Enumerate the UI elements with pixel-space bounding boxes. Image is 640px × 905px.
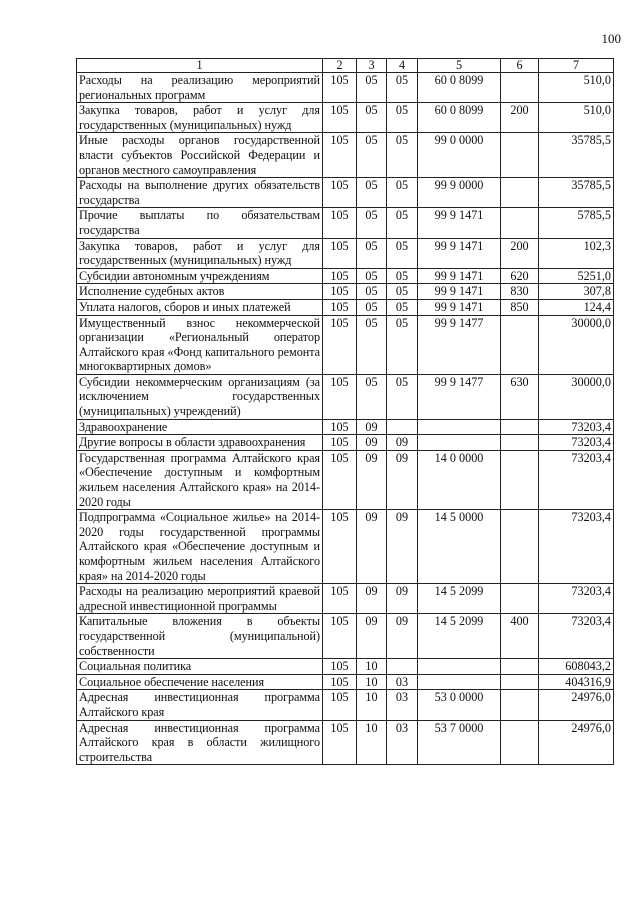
target-article-cell: 14 5 2099 <box>418 614 501 659</box>
header-cell: 5 <box>418 59 501 73</box>
expense-name-cell: Иные расходы органов государственной власти субъектов Российской Федерации и органов местного самоуправления <box>77 133 323 178</box>
section-cell: 05 <box>357 374 387 419</box>
expense-type-cell: 200 <box>501 238 539 268</box>
subsection-cell: 05 <box>387 299 418 315</box>
target-article-cell: 99 9 1471 <box>418 268 501 284</box>
subsection-cell: 05 <box>387 133 418 178</box>
expense-name-cell: Социальное обеспечение населения <box>77 674 323 690</box>
amount-cell: 73203,4 <box>539 584 614 614</box>
amount-cell: 510,0 <box>539 73 614 103</box>
section-cell: 09 <box>357 584 387 614</box>
table-row <box>77 450 614 509</box>
amount-cell: 73203,4 <box>539 450 614 509</box>
header-cell: 7 <box>539 59 614 73</box>
table-row <box>77 284 614 300</box>
subsection-cell: 05 <box>387 315 418 374</box>
section-cell: 05 <box>357 238 387 268</box>
expense-name-cell: Уплата налогов, сборов и иных платежей <box>77 299 323 315</box>
section-cell: 09 <box>357 435 387 451</box>
table-row <box>77 435 614 451</box>
target-article-cell: 99 9 1471 <box>418 284 501 300</box>
section-cell: 10 <box>357 690 387 720</box>
table-row <box>77 659 614 675</box>
table-row <box>77 238 614 268</box>
subsection-cell: 09 <box>387 584 418 614</box>
section-cell: 10 <box>357 674 387 690</box>
section-cell: 05 <box>357 73 387 103</box>
target-article-cell: 99 9 1471 <box>418 299 501 315</box>
section-cell: 05 <box>357 268 387 284</box>
table-row <box>77 510 614 584</box>
expense-name-cell: Расходы на реализацию мероприятий краевой адресной инвестиционной программы <box>77 584 323 614</box>
subsection-cell: 03 <box>387 674 418 690</box>
amount-cell: 73203,4 <box>539 435 614 451</box>
expense-type-cell <box>501 690 539 720</box>
table-header <box>77 59 614 73</box>
table-row <box>77 720 614 765</box>
expense-name-cell: Исполнение судебных актов <box>77 284 323 300</box>
header-cell: 3 <box>357 59 387 73</box>
target-article-cell: 99 9 1477 <box>418 315 501 374</box>
code-cell: 105 <box>323 315 357 374</box>
expense-name-cell: Социальная политика <box>77 659 323 675</box>
header-cell: 6 <box>501 59 539 73</box>
expense-name-cell: Государственная программа Алтайского края «Обеспечение доступным и комфортным жильем населения Алтайского края» на 2014-2020 годы <box>77 450 323 509</box>
expense-name-cell: Закупка товаров, работ и услуг для государственных (муниципальных) нужд <box>77 103 323 133</box>
table-row <box>77 133 614 178</box>
code-cell: 105 <box>323 674 357 690</box>
section-cell: 09 <box>357 450 387 509</box>
page-number: 100 <box>601 31 621 46</box>
table-row <box>77 419 614 435</box>
target-article-cell <box>418 435 501 451</box>
expense-name-cell: Здравоохранение <box>77 419 323 435</box>
section-cell: 09 <box>357 510 387 584</box>
section-cell: 10 <box>357 720 387 765</box>
target-article-cell: 99 9 1471 <box>418 208 501 238</box>
expense-type-cell <box>501 674 539 690</box>
target-article-cell: 53 0 0000 <box>418 690 501 720</box>
target-article-cell: 99 9 1471 <box>418 238 501 268</box>
expense-type-cell <box>501 584 539 614</box>
expense-name-cell: Имущественный взнос некоммерческой организации «Региональный оператор Алтайского края «Фонд капитального ремонта многоквартирных домов» <box>77 315 323 374</box>
expense-name-cell: Расходы на выполнение других обязательств государства <box>77 178 323 208</box>
code-cell: 105 <box>323 614 357 659</box>
expense-type-cell <box>501 133 539 178</box>
table-body <box>77 73 614 765</box>
amount-cell: 5251,0 <box>539 268 614 284</box>
target-article-cell: 14 5 2099 <box>418 584 501 614</box>
section-cell: 05 <box>357 103 387 133</box>
code-cell: 105 <box>323 208 357 238</box>
subsection-cell: 09 <box>387 614 418 659</box>
amount-cell: 24976,0 <box>539 720 614 765</box>
amount-cell: 73203,4 <box>539 614 614 659</box>
expense-name-cell: Закупка товаров, работ и услуг для государственных (муниципальных) нужд <box>77 238 323 268</box>
expense-type-cell <box>501 450 539 509</box>
code-cell: 105 <box>323 510 357 584</box>
expense-type-cell: 830 <box>501 284 539 300</box>
expense-type-cell: 630 <box>501 374 539 419</box>
code-cell: 105 <box>323 659 357 675</box>
expense-type-cell <box>501 659 539 675</box>
amount-cell: 30000,0 <box>539 315 614 374</box>
table-row <box>77 73 614 103</box>
table-row <box>77 268 614 284</box>
target-article-cell: 53 7 0000 <box>418 720 501 765</box>
target-article-cell: 14 5 0000 <box>418 510 501 584</box>
code-cell: 105 <box>323 690 357 720</box>
subsection-cell: 09 <box>387 435 418 451</box>
table-row <box>77 584 614 614</box>
expense-name-cell: Расходы на реализацию мероприятий региональных программ <box>77 73 323 103</box>
expense-type-cell: 200 <box>501 103 539 133</box>
subsection-cell <box>387 419 418 435</box>
amount-cell: 73203,4 <box>539 419 614 435</box>
amount-cell: 404316,9 <box>539 674 614 690</box>
code-cell: 105 <box>323 450 357 509</box>
code-cell: 105 <box>323 435 357 451</box>
expense-type-cell <box>501 720 539 765</box>
expense-name-cell: Капитальные вложения в объекты государственной (муниципальной) собственности <box>77 614 323 659</box>
table-row <box>77 690 614 720</box>
header-cell: 2 <box>323 59 357 73</box>
table-row <box>77 374 614 419</box>
section-cell: 05 <box>357 178 387 208</box>
target-article-cell: 14 0 0000 <box>418 450 501 509</box>
section-cell: 09 <box>357 419 387 435</box>
expense-name-cell: Прочие выплаты по обязательствам государства <box>77 208 323 238</box>
target-article-cell <box>418 419 501 435</box>
table-row <box>77 315 614 374</box>
expense-name-cell: Адресная инвестиционная программа Алтайского края в области жилищного строительства <box>77 720 323 765</box>
expense-name-cell: Подпрограмма «Социальное жилье» на 2014-2020 годы государственной программы Алтайского края «Обеспечение доступным и комфортным жильем населения Алтайского края» на 2014-2020 годы <box>77 510 323 584</box>
section-cell: 05 <box>357 284 387 300</box>
header-cell: 4 <box>387 59 418 73</box>
budget-table <box>76 58 614 765</box>
code-cell: 105 <box>323 284 357 300</box>
subsection-cell <box>387 659 418 675</box>
target-article-cell: 99 9 0000 <box>418 178 501 208</box>
subsection-cell: 03 <box>387 720 418 765</box>
amount-cell: 124,4 <box>539 299 614 315</box>
expense-type-cell <box>501 510 539 584</box>
amount-cell: 102,3 <box>539 238 614 268</box>
expense-type-cell <box>501 435 539 451</box>
expense-name-cell: Адресная инвестиционная программа Алтайского края <box>77 690 323 720</box>
section-cell: 05 <box>357 315 387 374</box>
code-cell: 105 <box>323 374 357 419</box>
target-article-cell: 99 0 0000 <box>418 133 501 178</box>
code-cell: 105 <box>323 73 357 103</box>
expense-type-cell <box>501 73 539 103</box>
target-article-cell <box>418 659 501 675</box>
section-cell: 05 <box>357 299 387 315</box>
amount-cell: 5785,5 <box>539 208 614 238</box>
expense-type-cell <box>501 419 539 435</box>
code-cell: 105 <box>323 238 357 268</box>
target-article-cell: 60 0 8099 <box>418 103 501 133</box>
expense-type-cell <box>501 315 539 374</box>
subsection-cell: 05 <box>387 268 418 284</box>
subsection-cell: 05 <box>387 178 418 208</box>
code-cell: 105 <box>323 268 357 284</box>
section-cell: 09 <box>357 614 387 659</box>
expense-type-cell <box>501 208 539 238</box>
amount-cell: 73203,4 <box>539 510 614 584</box>
subsection-cell: 05 <box>387 238 418 268</box>
subsection-cell: 05 <box>387 284 418 300</box>
code-cell: 105 <box>323 299 357 315</box>
amount-cell: 510,0 <box>539 103 614 133</box>
expense-type-cell <box>501 178 539 208</box>
amount-cell: 35785,5 <box>539 133 614 178</box>
expense-type-cell: 620 <box>501 268 539 284</box>
table-row <box>77 674 614 690</box>
table-row <box>77 178 614 208</box>
amount-cell: 307,8 <box>539 284 614 300</box>
header-row <box>77 59 614 73</box>
target-article-cell: 60 0 8099 <box>418 73 501 103</box>
amount-cell: 24976,0 <box>539 690 614 720</box>
subsection-cell: 05 <box>387 73 418 103</box>
amount-cell: 35785,5 <box>539 178 614 208</box>
table-row <box>77 614 614 659</box>
expense-type-cell: 850 <box>501 299 539 315</box>
header-cell: 1 <box>77 59 323 73</box>
table-row <box>77 103 614 133</box>
section-cell: 05 <box>357 208 387 238</box>
target-article-cell: 99 9 1477 <box>418 374 501 419</box>
subsection-cell: 09 <box>387 510 418 584</box>
subsection-cell: 05 <box>387 374 418 419</box>
table-row <box>77 208 614 238</box>
subsection-cell: 05 <box>387 208 418 238</box>
section-cell: 10 <box>357 659 387 675</box>
expense-name-cell: Субсидии некоммерческим организациям (за исключением государственных (муниципальных) учреждений) <box>77 374 323 419</box>
expense-type-cell: 400 <box>501 614 539 659</box>
subsection-cell: 03 <box>387 690 418 720</box>
section-cell: 05 <box>357 133 387 178</box>
subsection-cell: 09 <box>387 450 418 509</box>
code-cell: 105 <box>323 103 357 133</box>
expense-name-cell: Субсидии автономным учреждениям <box>77 268 323 284</box>
code-cell: 105 <box>323 133 357 178</box>
expense-name-cell: Другие вопросы в области здравоохранения <box>77 435 323 451</box>
code-cell: 105 <box>323 178 357 208</box>
table-row <box>77 299 614 315</box>
target-article-cell <box>418 674 501 690</box>
code-cell: 105 <box>323 419 357 435</box>
amount-cell: 30000,0 <box>539 374 614 419</box>
code-cell: 105 <box>323 720 357 765</box>
subsection-cell: 05 <box>387 103 418 133</box>
amount-cell: 608043,2 <box>539 659 614 675</box>
code-cell: 105 <box>323 584 357 614</box>
